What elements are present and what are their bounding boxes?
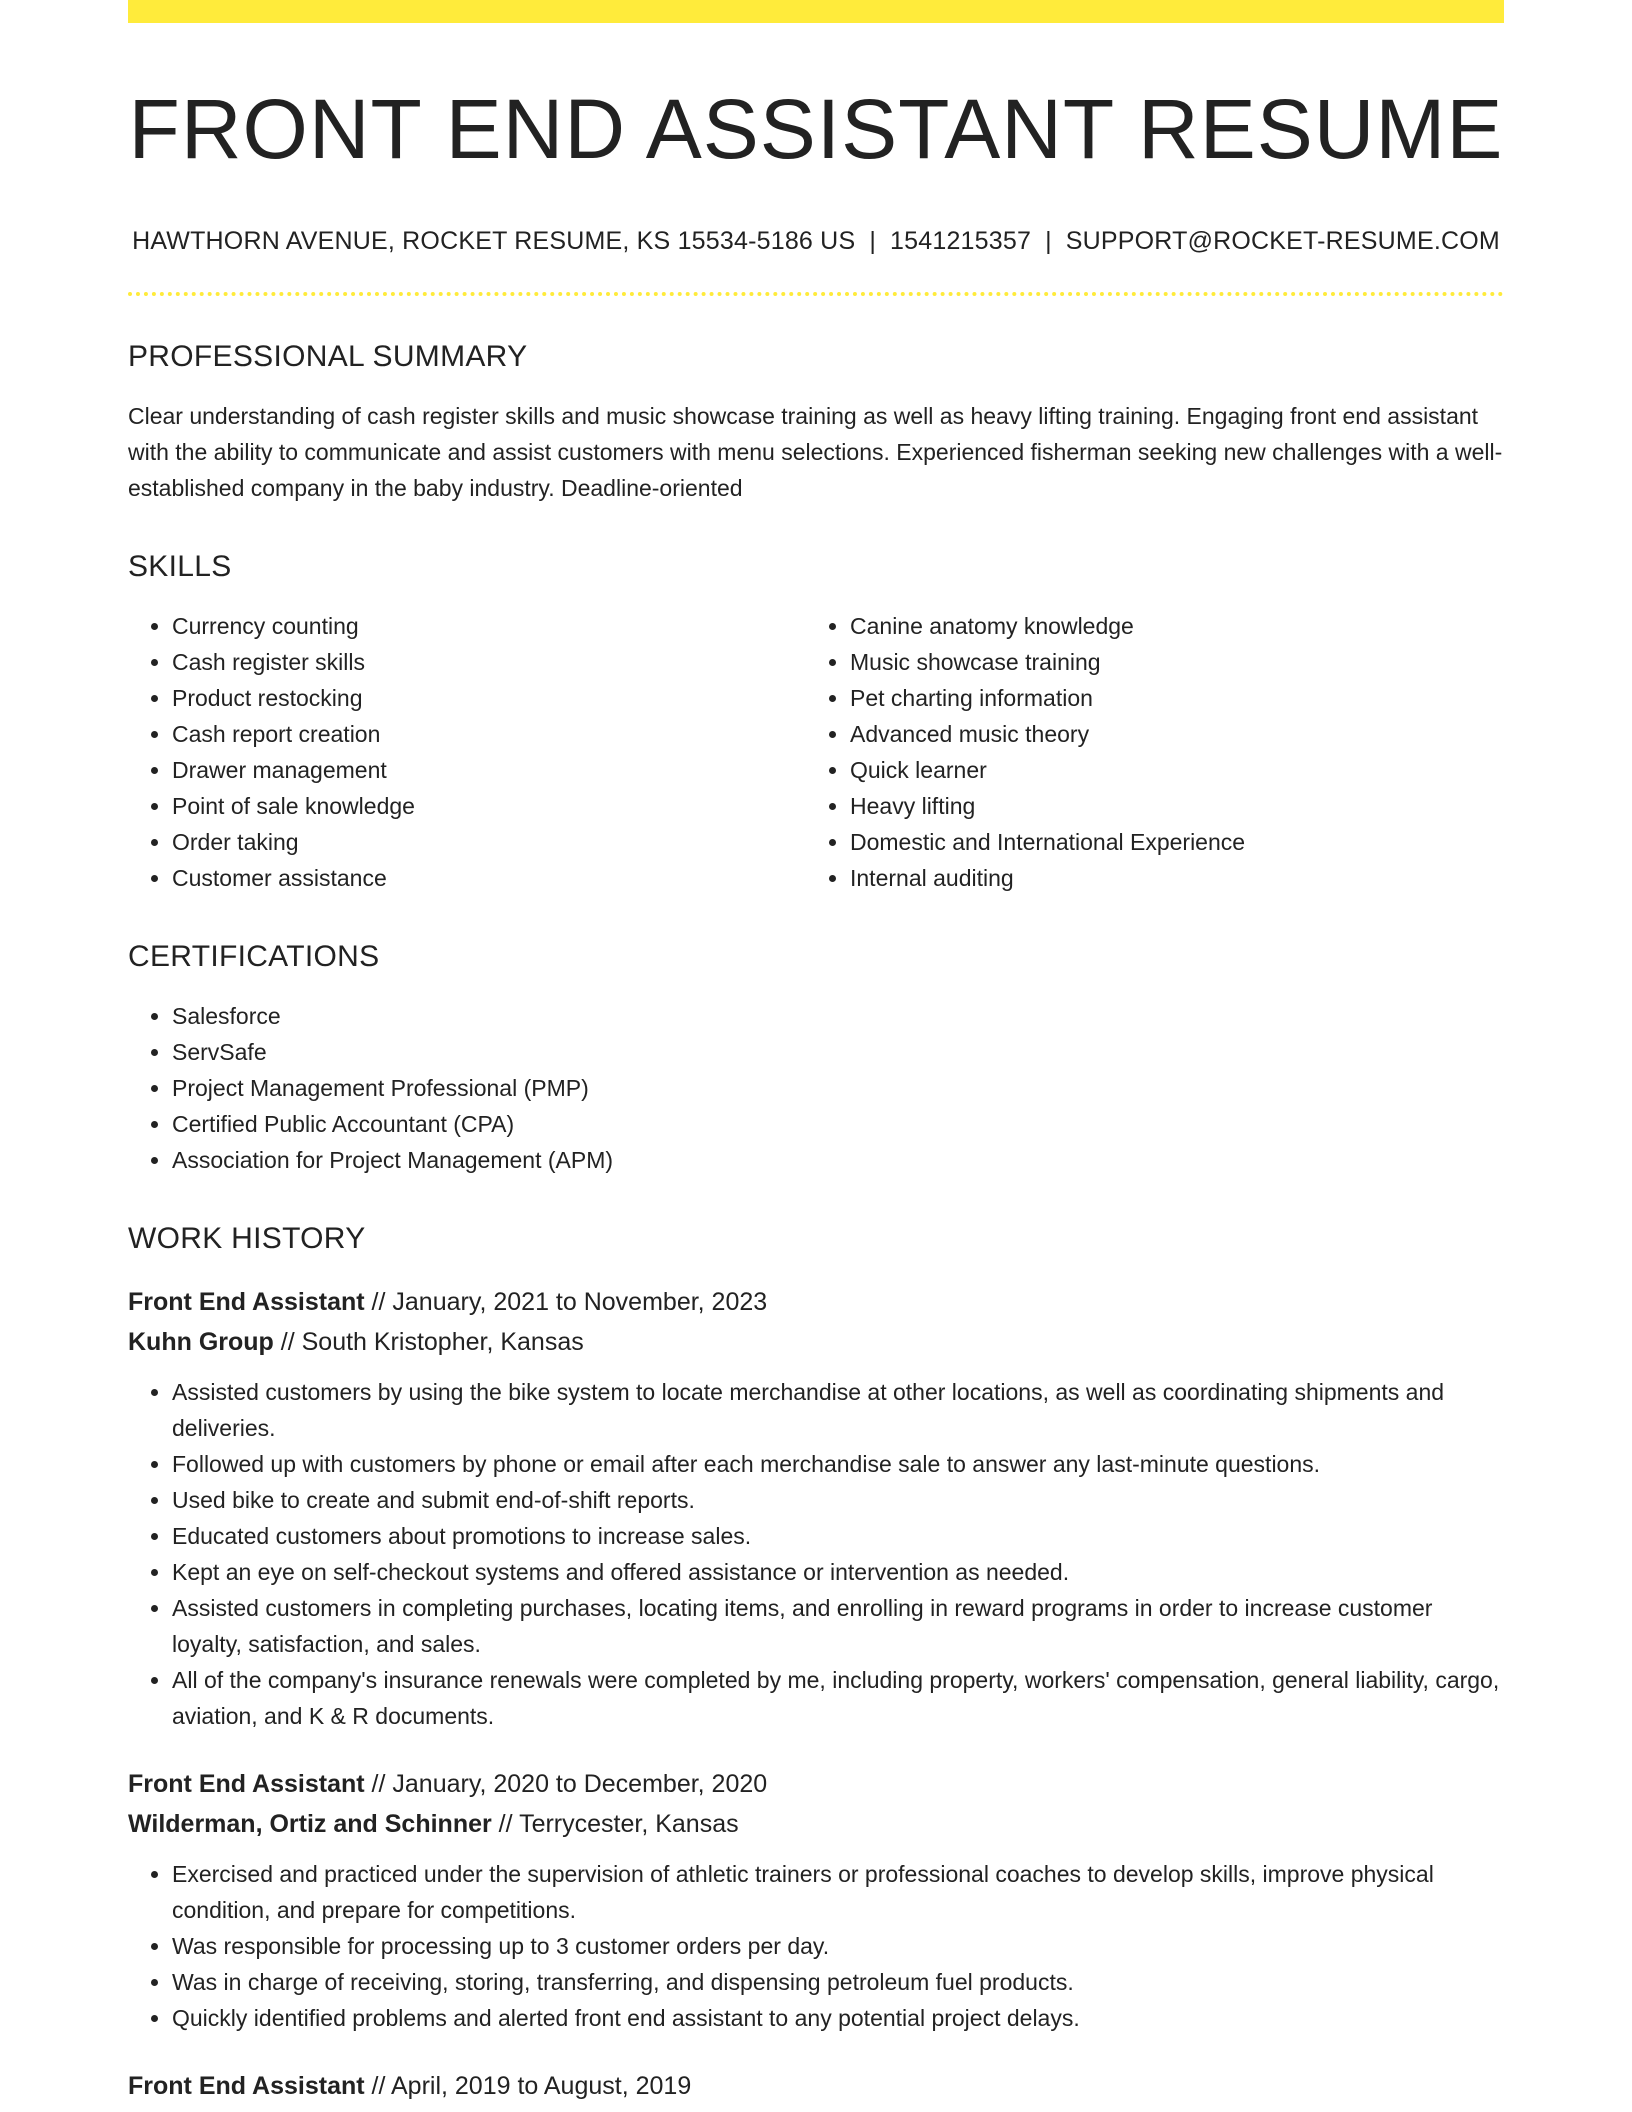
skill-item: • Product restocking	[172, 680, 806, 716]
job-entry	[128, 1282, 1504, 1734]
top-accent-bar	[128, 0, 1504, 23]
summary-text: Clear understanding of cash register skills and music showcase training as well as heavy lifting training. Engaging front end assistant with the ability to communicate and assist customers with menu selections. Experienced fisherman seeking new challenges with a well-established company in the baby industry. Deadline-oriented	[128, 403, 1503, 502]
skill-item: • Pet charting information	[850, 680, 1484, 716]
skill-item: • Internal auditing	[850, 860, 1484, 896]
summary-heading: PROFESSIONAL SUMMARY	[128, 340, 528, 374]
skill-item: • Music showcase training	[850, 644, 1484, 680]
job-separator: //	[364, 1288, 393, 1317]
job-company-line	[128, 1322, 1504, 1362]
job-bullet: • All of the company's insurance renewals were completed by me, including property, workers' compensation, general liability, cargo, aviation, and K & R documents.	[172, 1662, 1504, 1734]
dotted-divider	[128, 292, 1504, 296]
contact-separator: |	[869, 227, 877, 256]
job-dates: January, 2020 to December, 2020	[392, 1770, 768, 1799]
skills-columns	[128, 608, 1504, 896]
certification-item: • Project Management Professional (PMP)	[172, 1070, 1504, 1106]
job-bullets	[128, 1374, 1504, 1734]
job-company: Kuhn Group	[128, 1328, 274, 1357]
job-bullet: • Quickly identified problems and alerted front end assistant to any potential project delays.	[172, 2000, 1504, 2036]
skill-item: • Order taking	[172, 824, 806, 860]
skill-item: • Drawer management	[172, 752, 806, 788]
job-dates: April, 2019 to August, 2019	[391, 2072, 692, 2101]
job-title-line	[128, 2066, 1504, 2106]
email[interactable]: SUPPORT@ROCKET-RESUME.COM	[1065, 227, 1500, 256]
job-bullets	[128, 1856, 1504, 2036]
skill-item: • Customer assistance	[172, 860, 806, 896]
job-location: South Kristopher, Kansas	[301, 1328, 584, 1357]
certifications-heading: CERTIFICATIONS	[128, 940, 380, 974]
skill-item: • Point of sale knowledge	[172, 788, 806, 824]
job-separator: //	[364, 1770, 393, 1799]
address: HAWTHORN AVENUE, ROCKET RESUME, KS 15534-5186 US	[132, 227, 856, 256]
certification-item: • Association for Project Management (APM)	[172, 1142, 1504, 1178]
certification-item: • ServSafe	[172, 1034, 1504, 1070]
skills-heading: SKILLS	[128, 550, 232, 584]
job-bullet: • Educated customers about promotions to increase sales.	[172, 1518, 1504, 1554]
certification-item: • Salesforce	[172, 998, 1504, 1034]
skill-item: • Cash report creation	[172, 716, 806, 752]
skills-left-list	[128, 608, 806, 896]
resume-title: FRONT END ASSISTANT RESUME	[128, 82, 1504, 176]
job-bullet: • Used bike to create and submit end-of-shift reports.	[172, 1482, 1504, 1518]
job-title: Front End Assistant	[128, 1288, 365, 1317]
job-entry	[128, 2066, 1504, 2106]
job-bullet: • Was responsible for processing up to 3 customer orders per day.	[172, 1928, 1504, 1964]
job-entry	[128, 1764, 1504, 2036]
resume-page	[128, 0, 1504, 2106]
work-history-heading: WORK HISTORY	[128, 1222, 366, 1256]
certifications-list	[128, 998, 1504, 1178]
contact-separator: |	[1045, 227, 1052, 256]
job-company: Wilderman, Ortiz and Schinner	[128, 1810, 492, 1839]
job-bullet: • Followed up with customers by phone or email after each merchandise sale to answer any last-minute questions.	[172, 1446, 1504, 1482]
skill-item: • Advanced music theory	[850, 716, 1484, 752]
job-title: Front End Assistant	[128, 2072, 365, 2101]
skill-item: • Quick learner	[850, 752, 1484, 788]
job-title: Front End Assistant	[128, 1770, 365, 1799]
job-bullet: • Assisted customers in completing purchases, locating items, and enrolling in reward programs in order to increase customer loyalty, satisfaction, and sales.	[172, 1590, 1504, 1662]
certification-item: • Certified Public Accountant (CPA)	[172, 1106, 1504, 1142]
phone: 1541215357	[890, 227, 1032, 256]
job-bullet: • Assisted customers by using the bike system to locate merchandise at other locations, as well as coordinating shipments and deliveries.	[172, 1374, 1504, 1446]
job-bullet: • Was in charge of receiving, storing, transferring, and dispensing petroleum fuel products.	[172, 1964, 1504, 2000]
skill-item: • Currency counting	[172, 608, 806, 644]
job-separator: //	[273, 1328, 302, 1357]
contact-line	[128, 227, 1504, 256]
job-title-line	[128, 1764, 1504, 1804]
skill-item: • Cash register skills	[172, 644, 806, 680]
skill-item: • Heavy lifting	[850, 788, 1484, 824]
job-separator: //	[491, 1810, 520, 1839]
job-title-line	[128, 1282, 1504, 1322]
job-location: Terrycester, Kansas	[519, 1810, 739, 1839]
job-bullet: • Exercised and practiced under the supervision of athletic trainers or professional coaches to develop skills, improve physical condition, and prepare for competitions.	[172, 1856, 1504, 1928]
job-bullet: • Kept an eye on self-checkout systems and offered assistance or intervention as needed.	[172, 1554, 1504, 1590]
job-dates: January, 2021 to November, 2023	[392, 1288, 768, 1317]
skill-item: • Domestic and International Experience	[850, 824, 1484, 860]
job-separator: //	[364, 2072, 391, 2101]
job-company-line	[128, 1804, 1504, 1844]
skill-item: • Canine anatomy knowledge	[850, 608, 1484, 644]
skills-right-list	[806, 608, 1484, 896]
